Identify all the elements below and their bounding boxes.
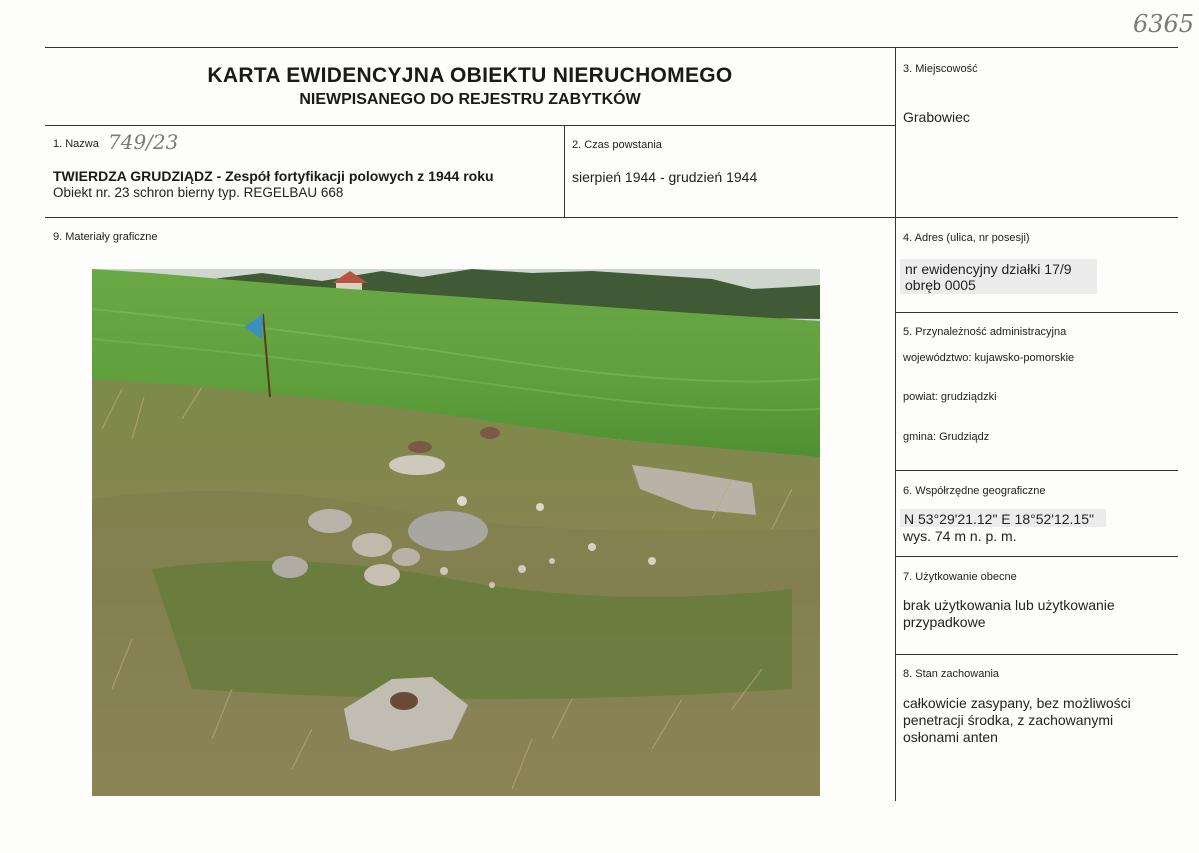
card-subtitle: NIEWPISANEGO DO REJESTRU ZABYTKÓW — [299, 91, 641, 108]
field8-line3: osłonami anten — [903, 729, 998, 745]
field5-voivodeship: województwo: kujawsko-pomorskie — [903, 352, 1075, 364]
field7-line1: brak użytkowania lub użytkowanie — [903, 597, 1115, 613]
field6-coords: N 53°29'21.12" E 18°52'12.15" — [904, 511, 1094, 527]
field6-label: 6. Współrzędne geograficzne — [903, 485, 1046, 497]
field3-label: 3. Miejscowość — [903, 63, 978, 75]
divider-6-7 — [895, 556, 1178, 557]
archive-number: 6365 — [1133, 10, 1195, 38]
field5-label: 5. Przynależność administracyjna — [903, 326, 1067, 338]
divider-7-8 — [895, 654, 1178, 655]
field4-label: 4. Adres (ulica, nr posesji) — [903, 232, 1030, 244]
field1-name: TWIERDZA GRUDZIĄDZ - Zespół fortyfikacji polowych z 1944 roku — [53, 168, 494, 184]
top-border — [45, 47, 1178, 48]
col-divider-12 — [564, 125, 565, 217]
field9-label: 9. Materiały graficzne — [53, 231, 158, 243]
field7-line2: przypadkowe — [903, 614, 986, 630]
field4-line2: obręb 0005 — [905, 277, 976, 293]
field6-altitude: wys. 74 m n. p. m. — [903, 528, 1017, 544]
divider-4-5 — [895, 312, 1178, 313]
site-photo — [92, 269, 820, 796]
field5-commune: gmina: Grudziądz — [903, 431, 990, 443]
divider-5-6 — [895, 470, 1178, 471]
field5-county: powiat: grudziądzki — [903, 391, 997, 403]
field1-description: Obiekt nr. 23 schron bierny typ. REGELBAU 668 — [53, 185, 344, 200]
field2-value: sierpień 1944 - grudzień 1944 — [572, 169, 758, 185]
field3-value: Grabowiec — [903, 109, 970, 125]
field1-label: 1. Nazwa — [53, 138, 99, 150]
field4-line1: nr ewidencyjny działki 17/9 — [905, 261, 1072, 277]
field7-label: 7. Użytkowanie obecne — [903, 571, 1017, 583]
header-divider — [45, 125, 896, 126]
field8-label: 8. Stan zachowania — [903, 668, 1000, 680]
field1-handwritten-number: 749/23 — [108, 130, 179, 154]
field8-line2: penetracji środka, z zachowanymi — [903, 712, 1114, 728]
field8-line1: całkowicie zasypany, bez możliwości — [903, 695, 1131, 711]
row-divider-1 — [45, 217, 1178, 218]
col-divider-main — [895, 47, 896, 801]
card-title: KARTA EWIDENCYJNA OBIEKTU NIERUCHOMEGO — [207, 64, 733, 87]
field2-label: 2. Czas powstania — [572, 139, 662, 151]
